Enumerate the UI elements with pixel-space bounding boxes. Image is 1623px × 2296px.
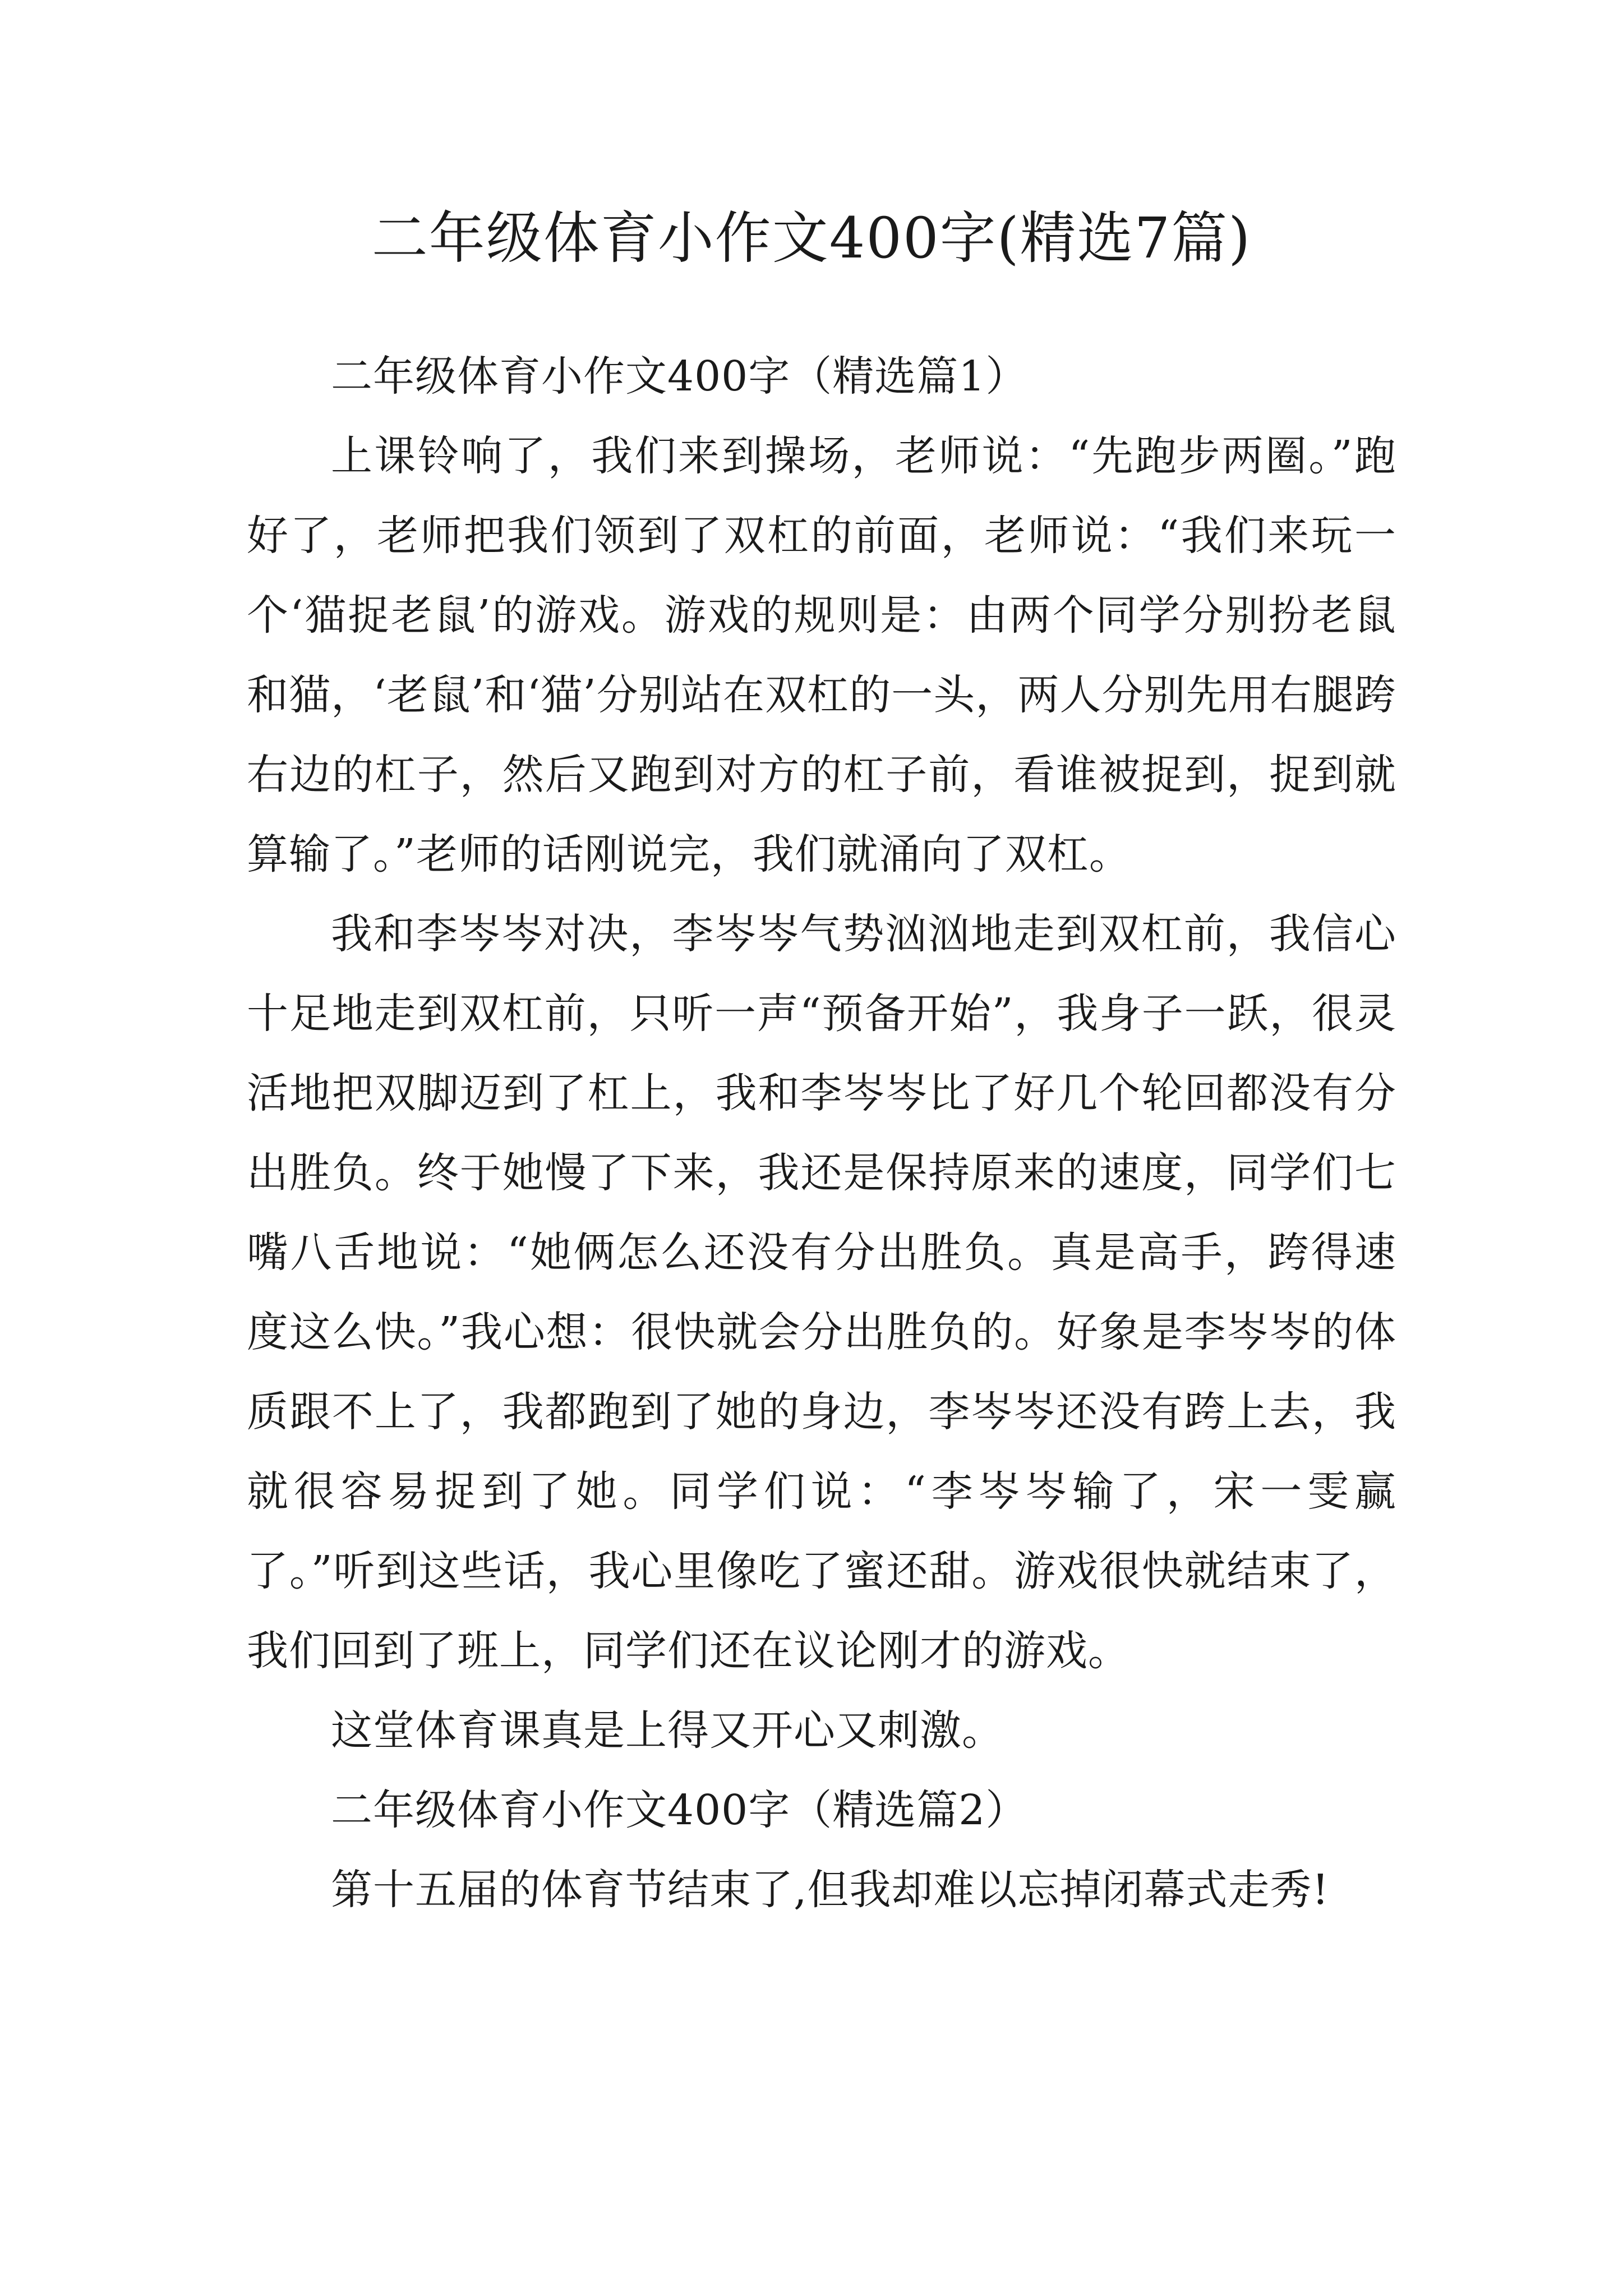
paragraph: 第十五届的体育节结束了,但我却难以忘掉闭幕式走秀! [331,1866,1330,1914]
paragraph: 上课铃响了，我们来到操场，老师说：“先跑步两圈。”跑好了，老师把我们领到了双杠的前面，老师说：“我们来玩一个‘猫捉老鼠’的游戏。游戏的规则是：由两个同学分别扮老鼠和猫，‘老鼠’和‘猫’分别站在双杠的一头，两人分别先用右腿跨右边的杠子，然后又跑到对方的杠子前，看谁被捉到，捉到就算输了。”老师的话刚说完，我们就涌向了双杠。 [247,432,1396,878]
document-title: 二年级体育小作文400字(精选7篇) [371,205,1252,271]
paragraph: 我和李岑岑对决，李岑岑气势汹汹地走到双杠前，我信心十足地走到双杠前，只听一声“预备开始”，我身子一跃，很灵活地把双脚迈到了杠上，我和李岑岑比了好几个轮回都没有分出胜负。终于她慢了下来，我还是保持原来的速度，同学们七嘴八舌地说：“她俩怎么还没有分出胜负。真是高手，跨得速度这么快。”我心想：很快就会分出胜负的。好象是李岑岑的体质跟不上了，我都跑到了她的身边，李岑岑还没有跨上去，我就很容易捉到了她。同学们说：“李岑岑输了，宋一雯赢了。”听到这些话，我心里像吃了蜜还甜。游戏很快就结束了，我们回到了班上，同学们还在议论刚才的游戏。 [247,910,1396,1675]
section-heading-1: 二年级体育小作文400字（精选篇1） [331,352,1028,401]
paragraph: 这堂体育课真是上得又开心又刺激。 [331,1706,1004,1755]
section-heading-2: 二年级体育小作文400字（精选篇2） [331,1786,1028,1834]
document-body [247,337,1396,1930]
